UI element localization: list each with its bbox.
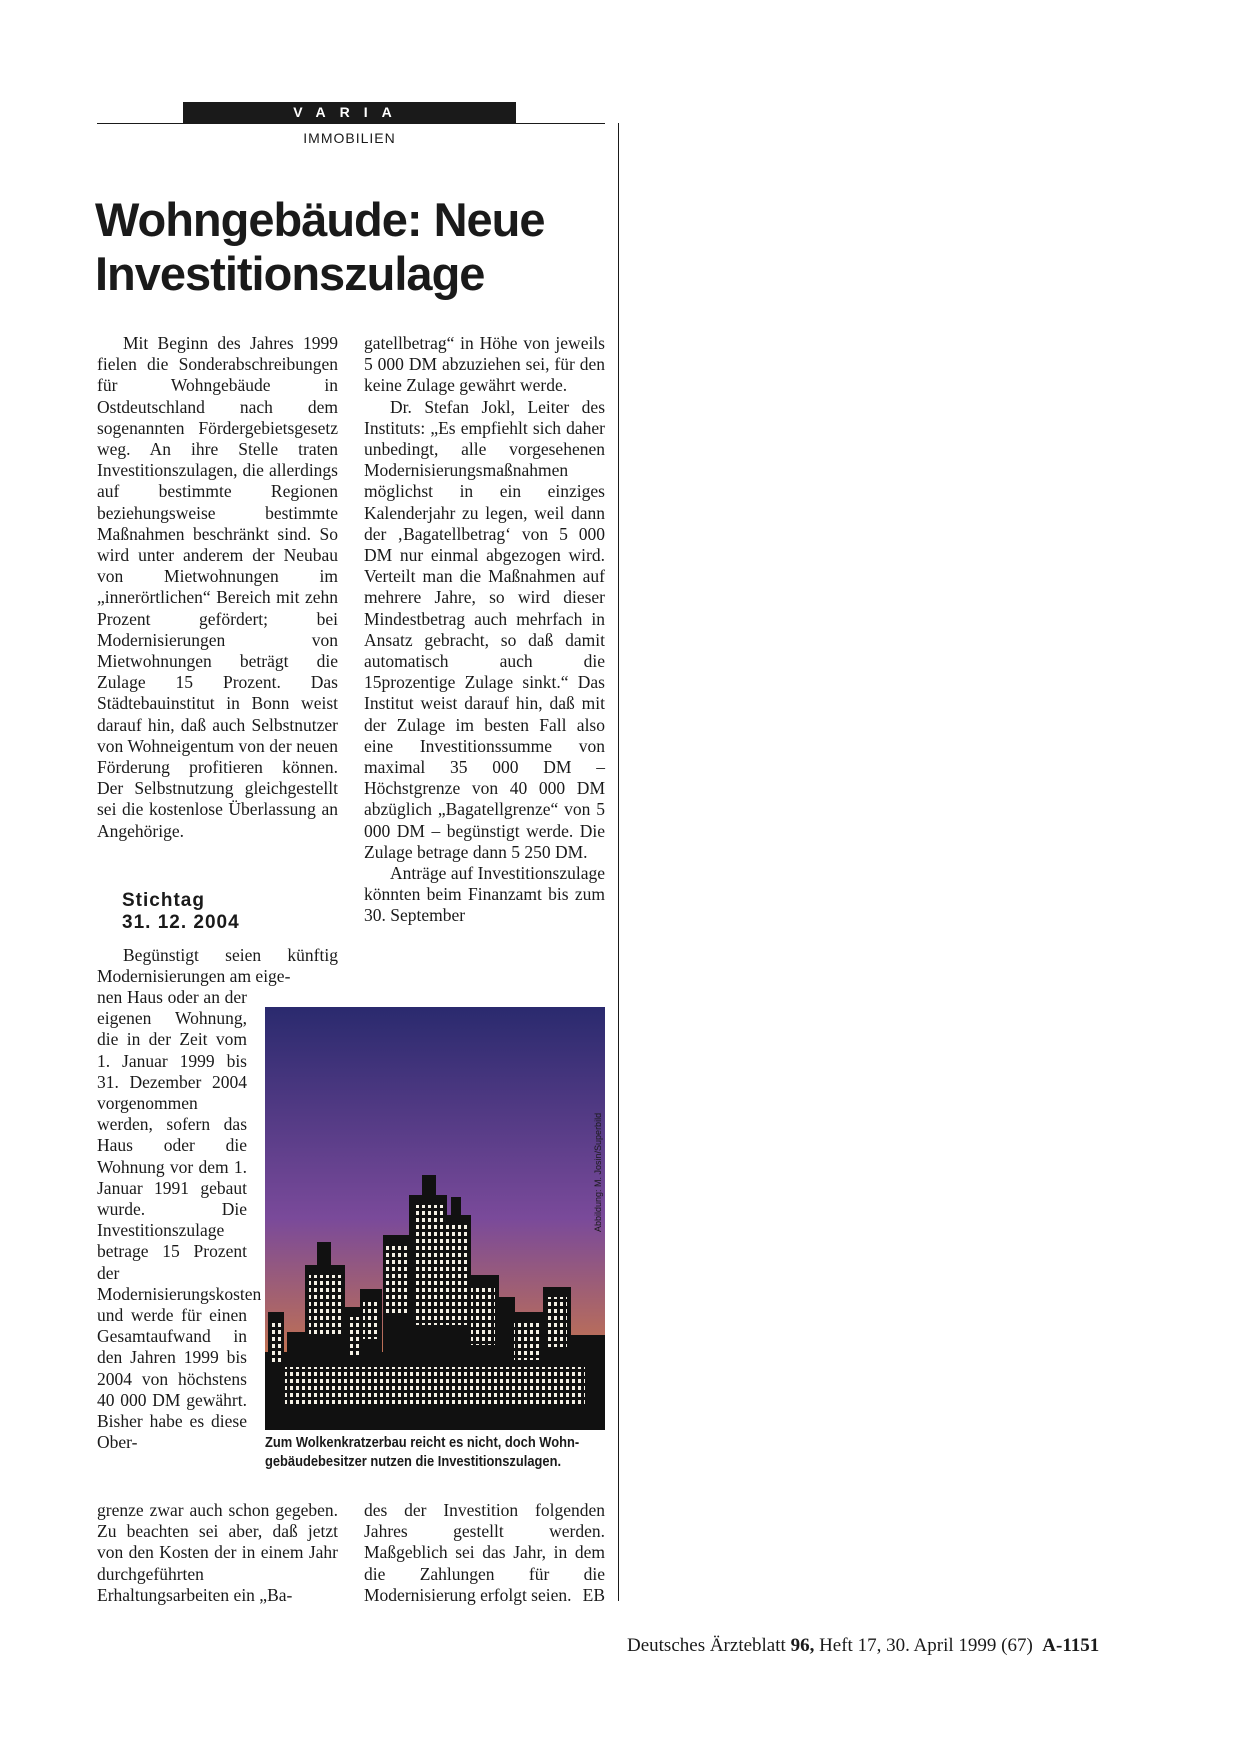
- skyline-svg: [265, 1007, 605, 1430]
- paragraph: nen Haus oder an der eigenen Wohnung, die in der Zeit vom 1. Januar 1999 bis 31. Dezember 2004 vorgenommen werden, sofern das Haus oder die Wohnung vor dem 1. Januar 1991 gebaut wurde. Die Investitionszulage betrage 15 Prozent der Modernisierungskosten und werde für einen Gesamtaufwand in den Jahren 1999 bis 2004 von höchstens 40 000 DM gewährt. Bisher habe es diese Ober-: [97, 987, 262, 1453]
- section-bar-varia: VARIA: [183, 102, 516, 123]
- image-credit: Abbildung: M. Josin/Superbild: [593, 1112, 603, 1232]
- subheading-line-2: 31. 12. 2004: [122, 912, 240, 933]
- title-line-1: Wohngebäude: Neue: [95, 193, 545, 246]
- paragraph: Anträge auf Investitionszulage könnten beim Finanzamt bis zum 30. September: [364, 863, 605, 926]
- volume-number: 96,: [790, 1635, 815, 1656]
- column-2-top: [364, 333, 605, 927]
- paragraph: Mit Beginn des Jahres 1999 fielen die Sonderabschreibungen für Wohngebäude in Ostdeutschland nach dem sogenannten Fördergebietsgesetz weg. An ihre Stelle traten Investitionszulagen, die allerdings auf bestimmte Regionen beziehungsweise bestimmte Maßnahmen beschränkt sind. So wird unter anderem der Neubau von Mietwohnungen im „innerörtlichen“ Bereich mit zehn Prozent gefördert; bei Modernisierungen von Mietwohnungen beträgt die Zulage 15 Prozent. Das Städtebauinstitut in Bonn weist darauf hin, daß auch Selbstnutzer von Wohneigentum von der neuen Förderung profitieren können. Der Selbstnutzung gleichgestellt sei die kostenlose Überlassung an Angehörige.: [97, 333, 338, 841]
- section-label: IMMOBILIEN: [303, 130, 396, 146]
- page-footer: [627, 1635, 1147, 1657]
- author-initials: EB: [582, 1584, 605, 1605]
- journal-name: Deutsches Ärzteblatt: [627, 1635, 791, 1656]
- page-number: A-1151: [1042, 1635, 1100, 1656]
- title-line-2: Investitionszulage: [95, 247, 485, 300]
- paragraph: [364, 1500, 605, 1606]
- paragraph: grenze zwar auch schon gegeben. Zu beachten sei aber, daß jetzt von den Kosten der in einem Jahr durchgeführten Erhaltungsarbeiten ein „Ba-: [97, 1500, 338, 1605]
- caption-line-2: gebäudebesitzer nutzen die Investitionszulagen.: [265, 1453, 562, 1470]
- subheading: [122, 890, 342, 934]
- paragraph: Dr. Stefan Jokl, Leiter des Instituts: „Es empfiehlt sich daher unbedingt, alle vorgesehenen Modernisierungsmaßnahmen möglichst in ein einziges Kalenderjahr zu legen, weil dann der ‚Bagatellbetrag‘ von 5 000 DM nur einmal abgezogen wird. Verteilt man die Maßnahmen auf mehrere Jahre, so wird dieser Mindestbetrag auch mehrfach in Ansatz gebracht, so daß damit automatisch auch die 15prozentige Zulage sinkt.“ Das Institut weist darauf hin, daß mit der Zulage im besten Fall also eine Investitionssumme von maximal 35 000 DM – Höchstgrenze von 40 000 DM abzüglich „Bagatellgrenze“ von 5 000 DM – begünstigt werde. Die Zulage betrage dann 5 250 DM.: [364, 396, 605, 862]
- column-1-narrow: [97, 987, 262, 1453]
- header-rule: [97, 123, 605, 124]
- paragraph: gatellbetrag“ in Höhe von jeweils 5 000 DM abzuziehen sei, für den keine Zulage gewährt werde.: [364, 333, 605, 396]
- article-title: [95, 193, 615, 301]
- subheading-line-1: Stichtag: [122, 890, 205, 911]
- column-rule: [618, 123, 619, 1601]
- figure-caption: [265, 1433, 609, 1471]
- paragraph: Begünstigt seien künftig Modernisierungen am eige-: [97, 945, 338, 987]
- column-2-bottom: [364, 1500, 605, 1606]
- paragraph-text: des der Investition folgenden Jahres gestellt werden. Maßgeblich sei das Jahr, in dem die Zahlungen für die Modernisierung erfolgt seien.: [364, 1500, 605, 1605]
- skyline-illustration: [265, 1007, 605, 1430]
- column-1-top: [97, 333, 338, 842]
- column-1-bottom: [97, 1500, 338, 1606]
- column-1-middle: [97, 945, 338, 987]
- caption-line-1: Zum Wolkenkratzerbau reicht es nicht, doch Wohn-: [265, 1434, 580, 1451]
- issue-info: Heft 17, 30. April 1999 (67): [814, 1635, 1033, 1656]
